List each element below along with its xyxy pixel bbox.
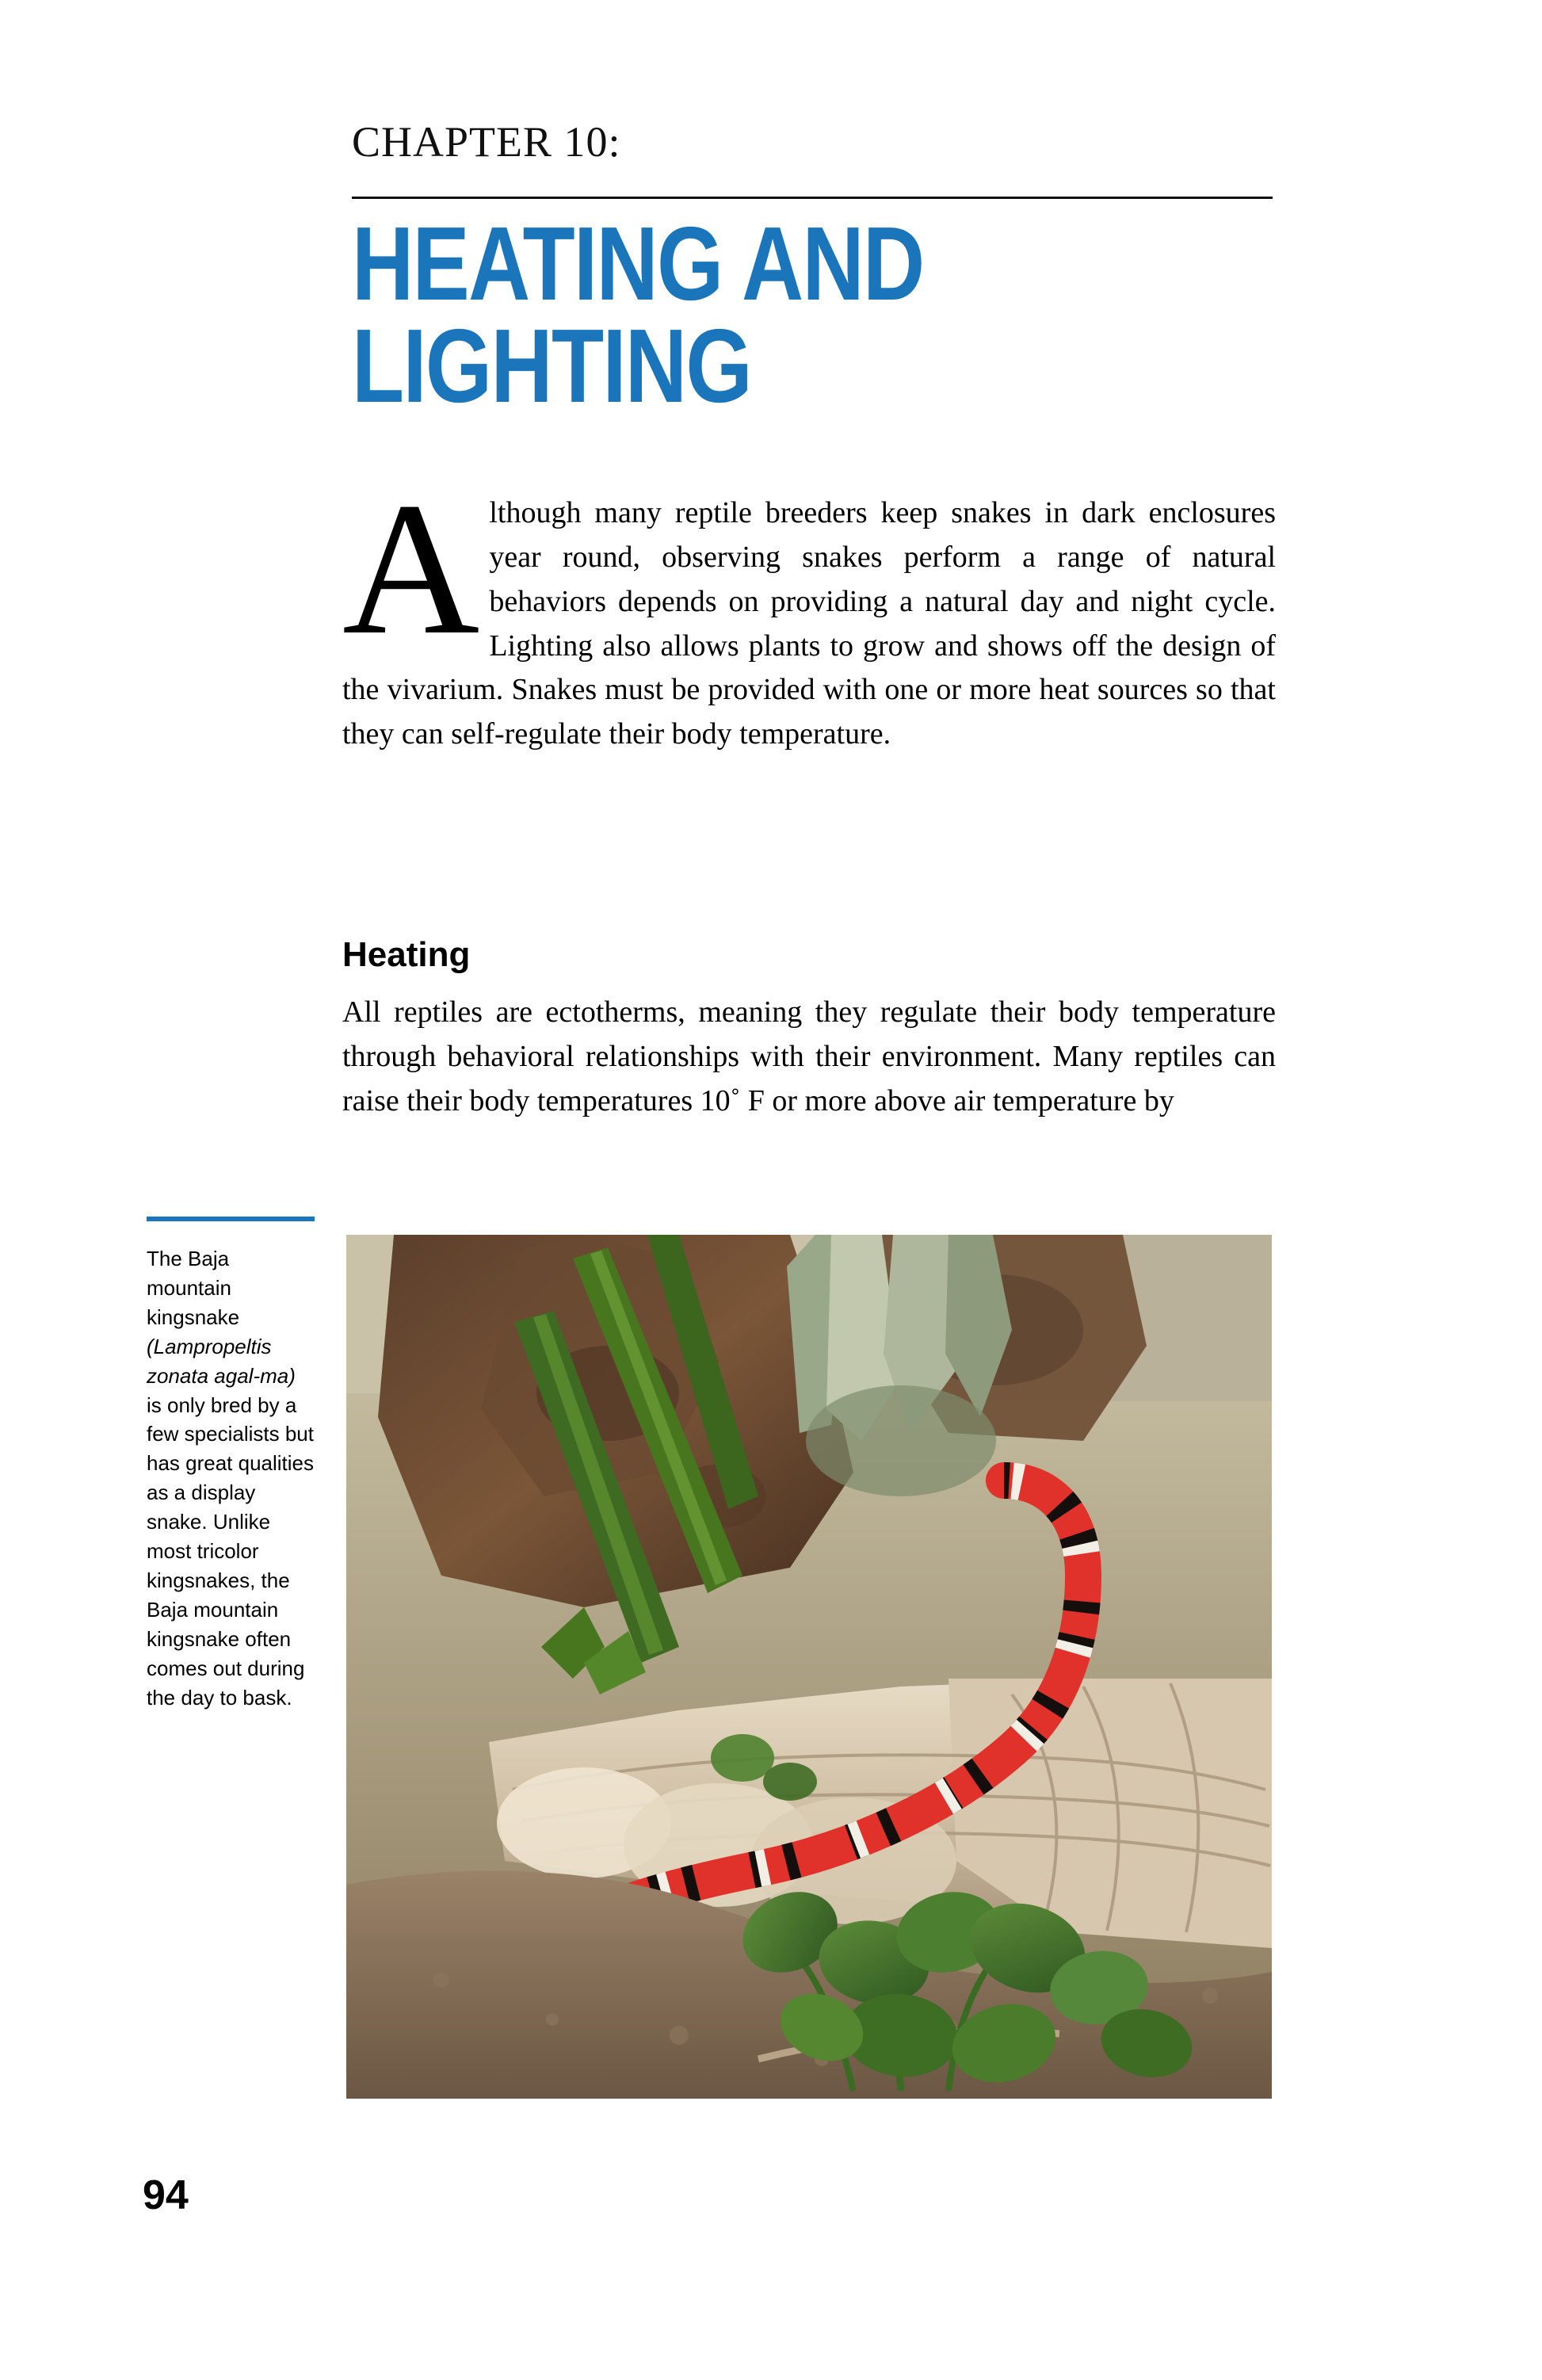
chapter-label: CHAPTER 10: [352,118,621,166]
section-paragraph: All reptiles are ectotherms, meaning they regulate their body temperature through behavioral relationships with their environment. Many reptiles can raise their body temperatures 10˚ F or more above air temperature by [342,995,1276,1117]
caption-scientific-name: (Lampropeltis zonata agal-ma) [147,1334,296,1388]
caption-text-1: The Baja mountain kingsnake [147,1247,240,1329]
page-number: 94 [143,2172,189,2218]
chapter-rule [352,197,1273,199]
drop-cap: A [342,463,480,674]
caption-text-2: is only bred by a few specialists but has great qualities as a display snake. Unlike most tricolor kingsnakes, the Baja mountain kingsnake often comes out during the day to bask. [147,1392,315,1710]
section-heading-heating: Heating [342,935,471,974]
figure-photo-kingsnake [346,1235,1272,2099]
caption-rule [147,1217,315,1221]
figure-caption [147,1244,315,1713]
chapter-title: HEATING AND LIGHTING [352,205,924,425]
intro-paragraph [342,463,1276,757]
intro-text: lthough many reptile breeders keep snakes in dark enclosures year round, observing snakes perform a range of natural behaviors depends on providing a natural day and night cycle. Lighting also allows plants to grow and shows off the design of the vivarium. Snakes must be provided with one or more heat sources so that they can self-regulate their body temperature. [342,496,1276,751]
